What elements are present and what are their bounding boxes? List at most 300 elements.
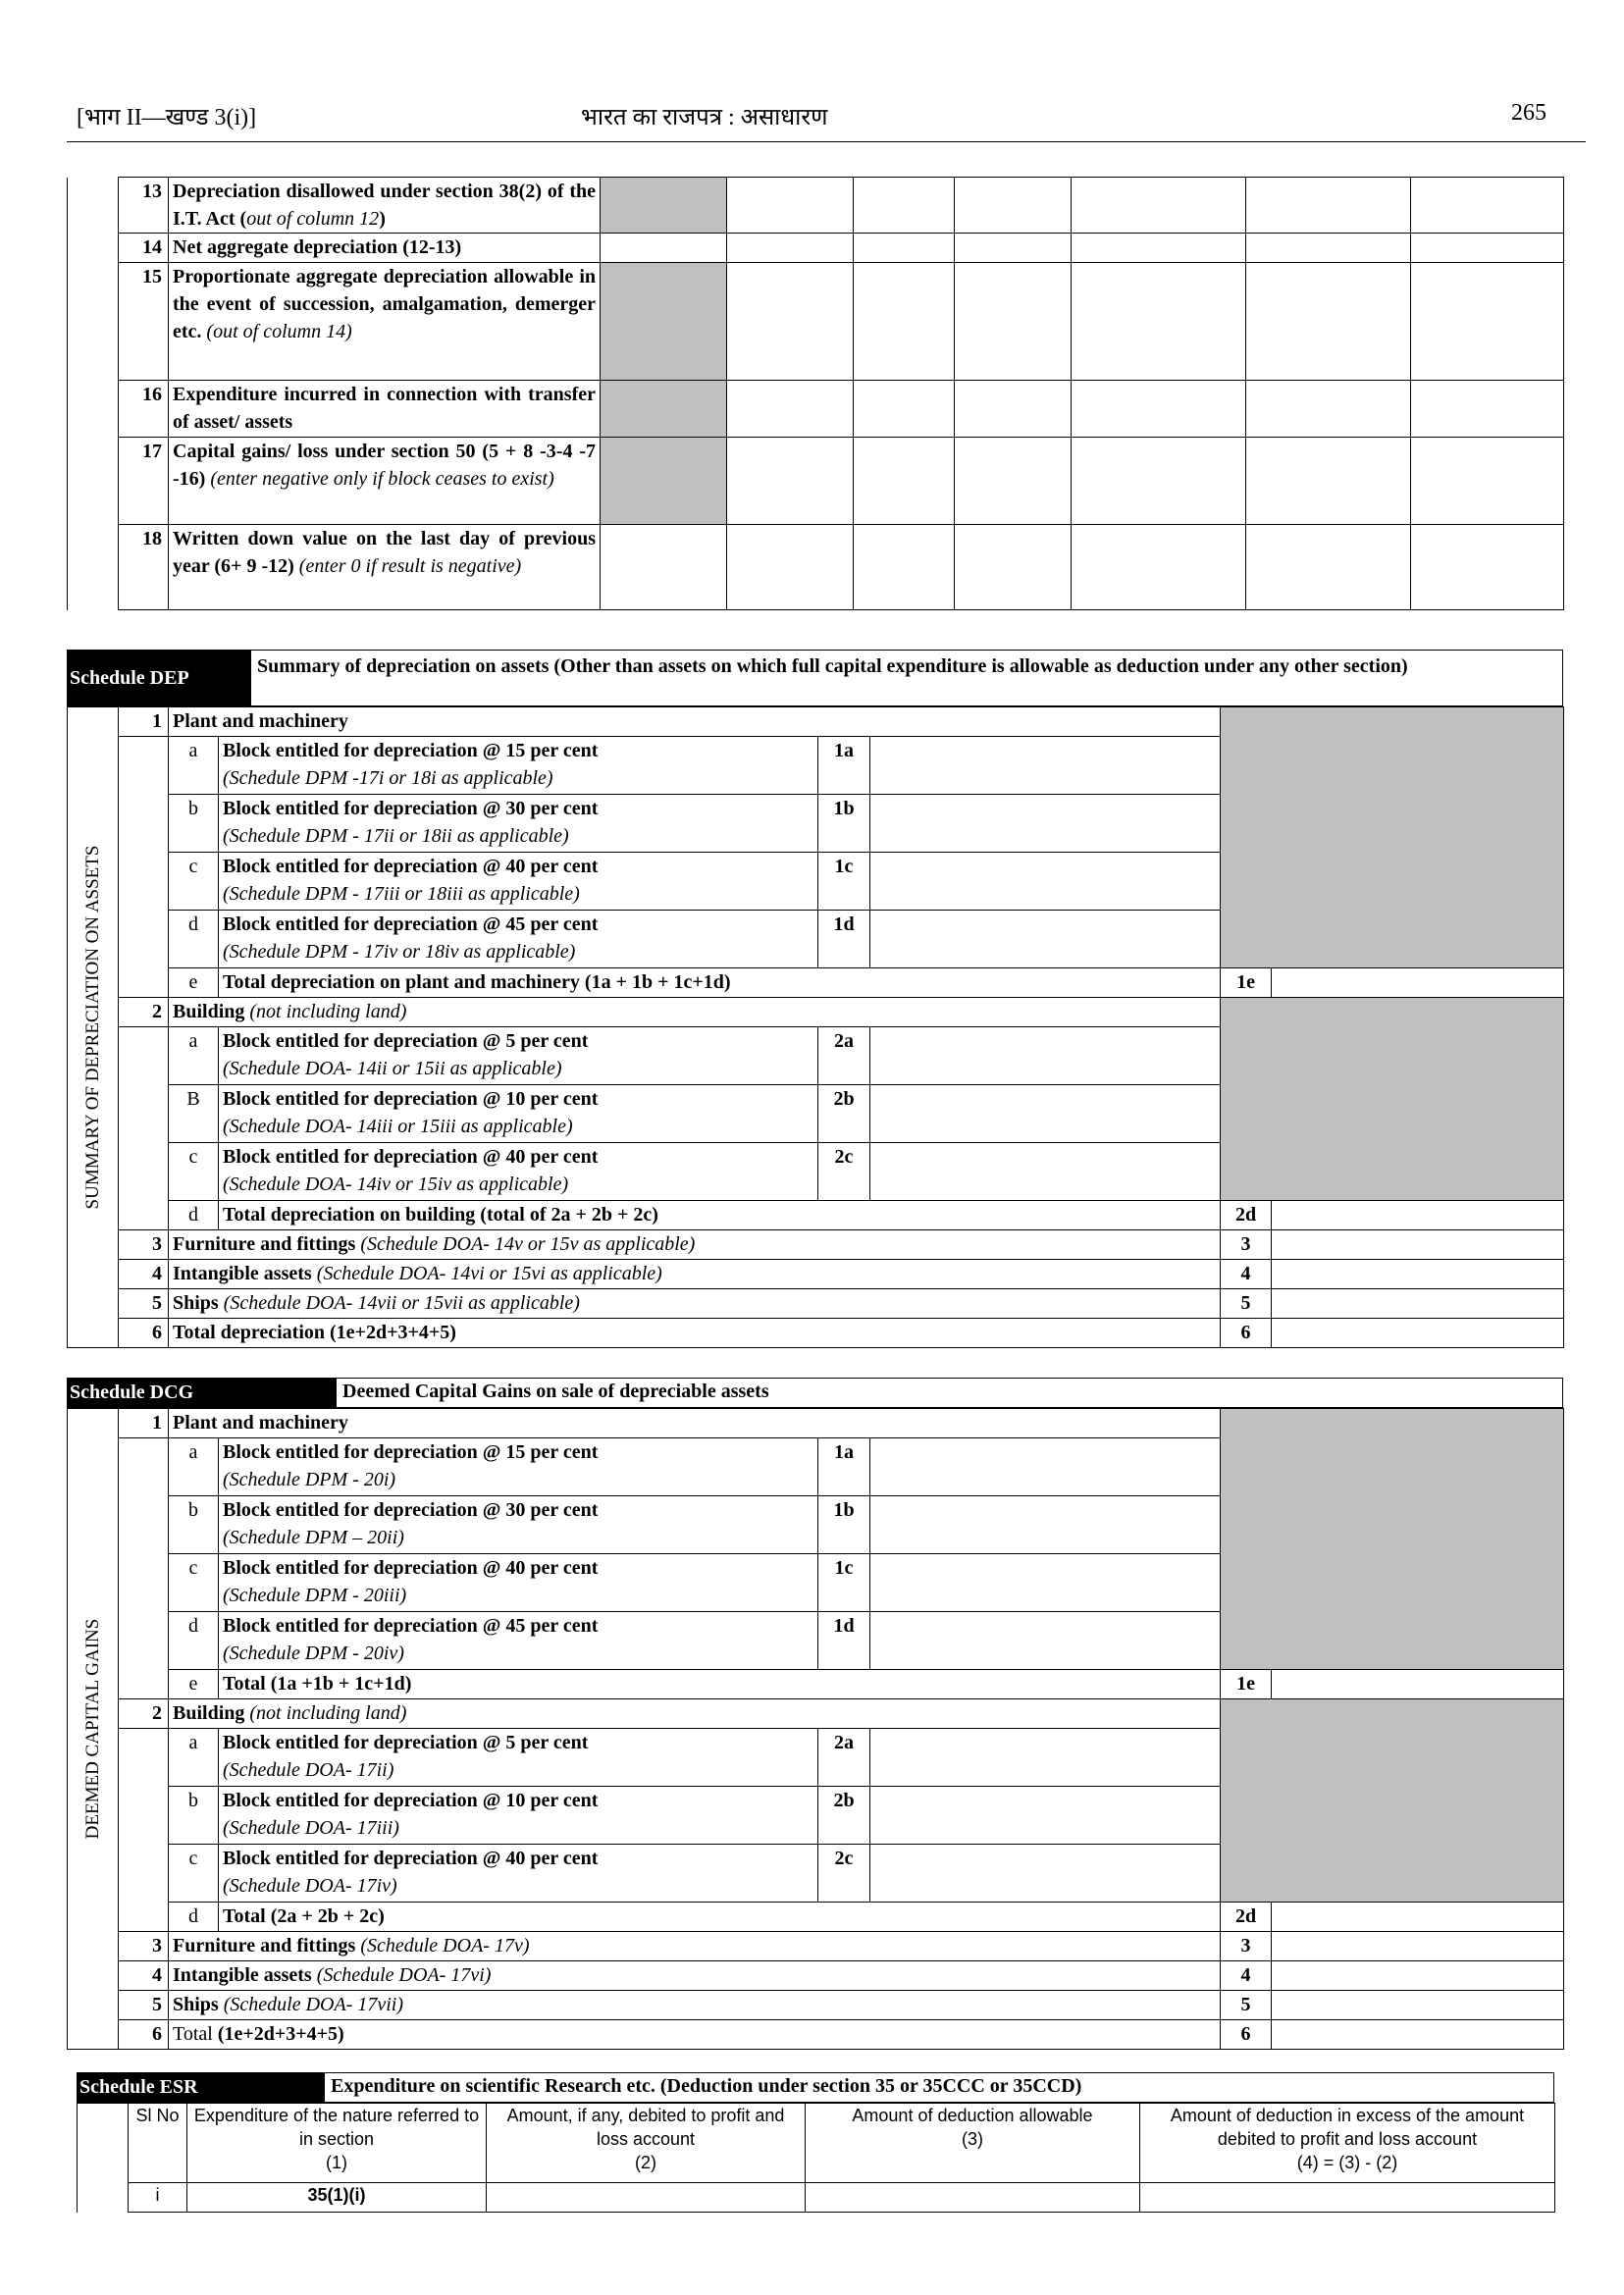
column-header-label: Amount of deduction in excess of the amount debited to profit and loss account (1170, 2106, 1525, 2149)
column-header-label: Amount, if any, debited to profit and loss account (506, 2106, 785, 2149)
dpm-row (68, 525, 1564, 610)
value-cell[interactable] (1246, 178, 1411, 234)
column-header-number: (4) = (3) - (2) (1296, 2153, 1398, 2172)
value-cell[interactable] (1411, 178, 1564, 234)
code-label: 2d (1221, 1903, 1272, 1932)
page-header-center: भारत का राजपत्र : असाधारण (581, 105, 828, 130)
row-description (219, 1027, 818, 1085)
value-cell[interactable] (1072, 525, 1246, 610)
schedule-dep-header (67, 650, 1563, 706)
amount-input[interactable] (806, 2183, 1140, 2213)
amount-input[interactable] (487, 2183, 806, 2213)
row-description (169, 2020, 1221, 2050)
shaded-cell (1221, 707, 1564, 968)
blank-cell (119, 1143, 169, 1201)
description-bold: Expenditure incurred in connection with transfer of asset/ assets (173, 384, 596, 433)
code-label: 1a (818, 737, 870, 795)
description-bold: Block entitled for depreciation @ 5 per cent (223, 1732, 589, 1753)
row-description (219, 1729, 818, 1787)
value-cell[interactable] (727, 178, 854, 234)
column-header-label: Sl No (135, 2106, 180, 2125)
description-italic: (Schedule DPM - 20iv) (223, 1643, 404, 1664)
code-label: 1b (818, 795, 870, 853)
blank-cell (119, 1554, 169, 1612)
value-cell[interactable] (1246, 381, 1411, 438)
description-italic: (Schedule DOA- 14v or 15v as applicable) (355, 1233, 696, 1255)
row-number: 17 (119, 438, 169, 525)
row-number: 4 (119, 1260, 169, 1289)
blank-cell (119, 1612, 169, 1670)
value-cell-shaded (601, 438, 727, 525)
row-description (219, 1201, 1221, 1230)
column-header (129, 2104, 187, 2183)
blank-cell (119, 853, 169, 911)
side-label (68, 707, 119, 1348)
value-cell[interactable] (727, 438, 854, 525)
row-letter: a (169, 1027, 219, 1085)
description-italic: (Schedule DOA- 14vi or 15vi as applicable) (311, 1263, 662, 1284)
description-bold: Block entitled for depreciation @ 30 per cent (223, 798, 599, 819)
value-cell[interactable] (1246, 234, 1411, 263)
page-header-left: [भाग II—खण्ड 3(i)] (77, 105, 257, 130)
row-description (219, 968, 1221, 998)
code-label: 3 (1221, 1932, 1272, 1961)
blank-cell (119, 795, 169, 853)
amount-input[interactable] (1272, 1201, 1564, 1230)
blank-cell (119, 968, 169, 998)
value-cell[interactable] (1246, 525, 1411, 610)
amount-input[interactable] (1272, 1932, 1564, 1961)
column-header (487, 2104, 806, 2183)
dpm-row (68, 178, 1564, 234)
schedule-esr-tag: Schedule ESR (78, 2073, 325, 2102)
row-number: 1 (119, 707, 169, 737)
dpm-row (68, 263, 1564, 381)
amount-input[interactable] (870, 1496, 1221, 1554)
amount-input[interactable] (870, 795, 1221, 853)
schedule-row-item (68, 1230, 1564, 1260)
value-cell[interactable] (854, 525, 955, 610)
row-letter: d (169, 1201, 219, 1230)
value-cell[interactable] (1411, 234, 1564, 263)
column-header-number: (3) (962, 2129, 983, 2149)
row-description (169, 1961, 1221, 1991)
blank-cell (68, 263, 119, 381)
code-label: 1a (818, 1438, 870, 1496)
shaded-cell (1221, 1699, 1564, 1903)
description-bold: Block entitled for depreciation @ 10 per cent (223, 1088, 599, 1110)
row-letter: c (169, 1845, 219, 1903)
row-description (219, 1554, 818, 1612)
code-label: 2c (818, 1143, 870, 1201)
amount-input[interactable] (870, 911, 1221, 968)
column-header (806, 2104, 1140, 2183)
row-description (169, 525, 601, 610)
code-label: 1d (818, 1612, 870, 1670)
schedule-dcg-header (67, 1378, 1563, 1408)
description-italic: (enter 0 if result is negative) (298, 555, 522, 577)
code-label: 2b (818, 1787, 870, 1845)
row-description (169, 1991, 1221, 2020)
row-description (219, 737, 818, 795)
schedule-row-total (68, 1670, 1564, 1699)
description-bold: Block entitled for depreciation @ 5 per cent (223, 1030, 589, 1052)
description-bold: Depreciation disallowed under section 38(2) of the I.T. Act ( (173, 181, 596, 230)
row-letter: d (169, 1612, 219, 1670)
schedule-dep-tag: Schedule DEP (68, 651, 251, 705)
amount-input[interactable] (870, 1085, 1221, 1143)
schedule-row-item (68, 1932, 1564, 1961)
description-bold: Ships (173, 1994, 219, 2015)
column-header (187, 2104, 487, 2183)
amount-input[interactable] (870, 1143, 1221, 1201)
amount-input[interactable] (1272, 1230, 1564, 1260)
code-label: 1e (1221, 1670, 1272, 1699)
code-label: 1c (818, 1554, 870, 1612)
blank-cell (119, 1027, 169, 1085)
blank-cell (119, 737, 169, 795)
code-label: 5 (1221, 1289, 1272, 1319)
amount-input[interactable] (870, 1787, 1221, 1845)
esr-column-header-row (78, 2104, 1555, 2183)
value-cell[interactable] (955, 263, 1072, 381)
schedule-row-total (68, 1201, 1564, 1230)
amount-input[interactable] (870, 1845, 1221, 1903)
row-description (219, 911, 818, 968)
description-italic: (Schedule DPM - 20iii) (223, 1585, 407, 1606)
value-cell[interactable] (854, 178, 955, 234)
code-label: 3 (1221, 1230, 1272, 1260)
row-number: 5 (119, 1289, 169, 1319)
description-italic: (not including land) (244, 1001, 407, 1022)
value-cell[interactable] (854, 234, 955, 263)
value-cell[interactable] (1246, 438, 1411, 525)
row-description (169, 1289, 1221, 1319)
schedule-esr-header (77, 2072, 1554, 2103)
row-description (169, 1699, 1221, 1729)
code-label: 1d (818, 911, 870, 968)
value-cell[interactable] (955, 381, 1072, 438)
schedule-dep-table (67, 706, 1564, 1348)
description-italic: (Schedule DPM - 17iv or 18iv as applicable) (223, 941, 576, 963)
value-cell[interactable] (727, 263, 854, 381)
row-number: 2 (119, 1699, 169, 1729)
blank-cell (119, 1845, 169, 1903)
row-letter: b (169, 795, 219, 853)
dpm-row (68, 438, 1564, 525)
row-number: 14 (119, 234, 169, 263)
description-italic: (Schedule DOA- 17vii) (218, 1994, 403, 2015)
description-bold: Building (173, 1001, 245, 1022)
row-description (169, 998, 1221, 1027)
row-description (219, 1612, 818, 1670)
esr-row (78, 2183, 1555, 2213)
description-bold: Total depreciation (1e+2d+3+4+5) (173, 1322, 456, 1343)
description-bold: Total (1a +1b + 1c+1d) (223, 1673, 412, 1695)
row-letter: e (169, 968, 219, 998)
description-bold: Ships (173, 1292, 219, 1314)
dpm-row (68, 234, 1564, 263)
side-label-text: SUMMARY OF DEPRECIATION ON ASSETS (81, 845, 103, 1210)
amount-input[interactable] (1272, 1961, 1564, 1991)
code-label: 2b (818, 1085, 870, 1143)
side-label-text: DEEMED CAPITAL GAINS (81, 1618, 103, 1840)
schedule-row-group (68, 1699, 1564, 1729)
description-italic: out of column 12 (246, 208, 380, 230)
blank-cell (119, 1496, 169, 1554)
value-cell[interactable] (1072, 234, 1246, 263)
schedule-row-item (68, 1289, 1564, 1319)
schedule-dpm-continuation-table (67, 177, 1564, 610)
value-cell[interactable] (955, 178, 1072, 234)
blank-cell (68, 381, 119, 438)
amount-input[interactable] (1272, 1289, 1564, 1319)
value-cell-shaded (601, 178, 727, 234)
value-cell[interactable] (727, 234, 854, 263)
amount-input[interactable] (1272, 1903, 1564, 1932)
description-bold: Block entitled for depreciation @ 40 per cent (223, 856, 599, 877)
row-description (219, 795, 818, 853)
code-label: 1e (1221, 968, 1272, 998)
value-cell[interactable] (1411, 381, 1564, 438)
value-cell[interactable] (1411, 438, 1564, 525)
value-cell[interactable] (1072, 381, 1246, 438)
blank-cell (78, 2104, 129, 2213)
row-description (219, 1496, 818, 1554)
row-letter: d (169, 911, 219, 968)
description-bold: Block entitled for depreciation @ 15 per cent (223, 1441, 599, 1463)
schedule-row-group (68, 998, 1564, 1027)
row-letter: c (169, 1554, 219, 1612)
description-italic: (Schedule DPM - 20i) (223, 1469, 396, 1490)
description-bold: Block entitled for depreciation @ 40 per cent (223, 1557, 599, 1579)
schedule-dep-title: Summary of depreciation on assets (Other than assets on which full capital expenditure is allowable as deduction under any other section) (257, 655, 1408, 677)
row-description (169, 1260, 1221, 1289)
row-letter: c (169, 853, 219, 911)
description-bold: Block entitled for depreciation @ 40 per cent (223, 1146, 599, 1168)
amount-input[interactable] (1272, 1670, 1564, 1699)
value-cell[interactable] (727, 525, 854, 610)
blank-cell (68, 438, 119, 525)
code-label: 1b (818, 1496, 870, 1554)
header-rule (67, 141, 1586, 142)
row-letter: B (169, 1085, 219, 1143)
row-description (169, 1230, 1221, 1260)
schedule-row-item (68, 1319, 1564, 1348)
description-bold: Furniture and fittings (173, 1935, 356, 1956)
amount-input[interactable] (870, 1027, 1221, 1085)
value-cell[interactable] (1246, 263, 1411, 381)
amount-input[interactable] (1140, 2183, 1555, 2213)
value-cell[interactable] (1411, 525, 1564, 610)
row-letter: b (169, 1496, 219, 1554)
row-number: 6 (119, 1319, 169, 1348)
row-description (219, 853, 818, 911)
value-cell-shaded[interactable] (601, 525, 727, 610)
description-italic: (Schedule DOA- 17iv) (223, 1875, 397, 1897)
schedule-dcg-table (67, 1408, 1564, 2050)
value-cell[interactable] (1072, 263, 1246, 381)
row-description (219, 1845, 818, 1903)
description-bold: Block entitled for depreciation @ 40 per cent (223, 1848, 599, 1869)
value-cell[interactable] (854, 263, 955, 381)
column-header-label: Expenditure of the nature referred to in section (193, 2106, 480, 2149)
amount-input[interactable] (870, 1554, 1221, 1612)
column-header-label: Amount of deduction allowable (852, 2106, 1093, 2125)
schedule-esr-title: Expenditure on scientific Research etc. (Deduction under section 35 or 35CCC or 35CCD) (331, 2075, 1082, 2097)
row-number: 6 (119, 2020, 169, 2050)
code-label: 2c (818, 1845, 870, 1903)
description-text: Total (173, 2023, 218, 2045)
amount-input[interactable] (870, 737, 1221, 795)
blank-cell (68, 525, 119, 610)
code-label: 2a (818, 1027, 870, 1085)
row-number: 5 (119, 1991, 169, 2020)
description-bold: Block entitled for depreciation @ 10 per cent (223, 1790, 599, 1811)
amount-input[interactable] (870, 1438, 1221, 1496)
row-description (169, 1319, 1221, 1348)
description-bold: Written down value on the last day of previous year (6+ 9 -12) (173, 528, 596, 577)
schedule-dcg-title: Deemed Capital Gains on sale of depreciable assets (342, 1381, 769, 1402)
amount-input[interactable] (1272, 968, 1564, 998)
value-cell-shaded[interactable] (601, 234, 727, 263)
description-bold: Block entitled for depreciation @ 45 per cent (223, 1615, 599, 1637)
value-cell-shaded (601, 263, 727, 381)
value-cell[interactable] (1072, 178, 1246, 234)
row-description (219, 1787, 818, 1845)
row-number: 16 (119, 381, 169, 438)
description-italic: (Schedule DOA- 14vii or 15vii as applicable) (218, 1292, 580, 1314)
description-bold: Total depreciation on building (total of 2a + 2b + 2c) (223, 1204, 658, 1226)
blank-cell (119, 1903, 169, 1932)
row-number: 1 (119, 1409, 169, 1438)
row-description (169, 1932, 1221, 1961)
row-number: 2 (119, 998, 169, 1027)
description-bold: Intangible assets (173, 1263, 312, 1284)
amount-input[interactable] (870, 853, 1221, 911)
blank-cell (68, 178, 119, 234)
description-bold: Furniture and fittings (173, 1233, 356, 1255)
description-italic: (Schedule DOA- 17ii) (223, 1759, 394, 1781)
code-label: 1c (818, 853, 870, 911)
code-label: 2a (818, 1729, 870, 1787)
amount-input[interactable] (1272, 2020, 1564, 2050)
row-description (219, 1085, 818, 1143)
description-italic: (Schedule DOA- 17vi) (311, 1964, 492, 1986)
description-italic: (Schedule DPM – 20ii) (223, 1527, 404, 1548)
amount-input[interactable] (870, 1729, 1221, 1787)
row-description (169, 1409, 1221, 1438)
description-bold: Total depreciation on plant and machinery (1a + 1b + 1c+1d) (223, 971, 731, 993)
description-bold: Plant and machinery (173, 1412, 348, 1434)
code-label: 5 (1221, 1991, 1272, 2020)
value-cell[interactable] (854, 381, 955, 438)
row-letter: a (169, 1729, 219, 1787)
schedule-row-item (68, 1260, 1564, 1289)
blank-cell (68, 234, 119, 263)
description-bold: Block entitled for depreciation @ 45 per cent (223, 913, 599, 935)
blank-cell (119, 911, 169, 968)
description-italic: (Schedule DOA- 14iv or 15iv as applicable) (223, 1174, 569, 1195)
schedule-row-item (68, 1961, 1564, 1991)
schedule-row-item (68, 1991, 1564, 2020)
blank-cell (119, 1438, 169, 1496)
value-cell[interactable] (1411, 263, 1564, 381)
row-letter: a (169, 737, 219, 795)
description-italic: (Schedule DOA- 14iii or 15iii as applicable) (223, 1116, 573, 1137)
row-description (219, 1903, 1221, 1932)
description-bold: Net aggregate depreciation (12-13) (173, 236, 462, 258)
description-bold: Total (2a + 2b + 2c) (223, 1905, 385, 1927)
dpm-row (68, 381, 1564, 438)
sl-no: i (129, 2183, 187, 2213)
amount-input[interactable] (870, 1612, 1221, 1670)
schedule-row-group (68, 1409, 1564, 1438)
description-bold: Block entitled for depreciation @ 30 per cent (223, 1499, 599, 1521)
value-cell[interactable] (955, 234, 1072, 263)
blank-cell (119, 1670, 169, 1699)
blank-cell (119, 1201, 169, 1230)
row-description (169, 234, 601, 263)
column-header (1140, 2104, 1555, 2183)
row-description (169, 263, 601, 381)
row-number: 3 (119, 1932, 169, 1961)
column-header-number: (2) (635, 2153, 656, 2172)
description-italic: (Schedule DPM - 17iii or 18iii as applicable) (223, 883, 580, 905)
description-bold: Capital gains/ loss under section 50 (5 + 8 -3-4 -7 -16) (173, 441, 596, 490)
row-number: 13 (119, 178, 169, 234)
row-description (169, 707, 1221, 737)
blank-cell (119, 1085, 169, 1143)
description-bold: Plant and machinery (173, 710, 348, 732)
row-description (219, 1670, 1221, 1699)
row-description (169, 381, 601, 438)
code-label: 4 (1221, 1961, 1272, 1991)
amount-input[interactable] (1272, 1319, 1564, 1348)
row-number: 4 (119, 1961, 169, 1991)
description-italic: (Schedule DPM - 17ii or 18ii as applicable) (223, 825, 569, 847)
amount-input[interactable] (1272, 1260, 1564, 1289)
row-letter: a (169, 1438, 219, 1496)
description-bold: Building (173, 1702, 245, 1724)
shaded-cell (1221, 998, 1564, 1201)
schedule-dcg-tag: Schedule DCG (68, 1379, 337, 1407)
value-cell[interactable] (854, 438, 955, 525)
description-italic: (Schedule DOA- 17v) (355, 1935, 530, 1956)
blank-cell (119, 1729, 169, 1787)
code-label: 2d (1221, 1201, 1272, 1230)
row-description (219, 1438, 818, 1496)
row-description (169, 178, 601, 234)
row-number: 3 (119, 1230, 169, 1260)
row-letter: b (169, 1787, 219, 1845)
description-bold: ) (379, 208, 386, 230)
section-ref: 35(1)(i) (187, 2183, 487, 2213)
description-italic: (Schedule DPM -17i or 18i as applicable) (223, 767, 553, 789)
row-number: 18 (119, 525, 169, 610)
shaded-cell (1221, 1409, 1564, 1670)
description-bold: Intangible assets (173, 1964, 312, 1986)
description-italic: (not including land) (244, 1702, 407, 1724)
amount-input[interactable] (1272, 1991, 1564, 2020)
value-cell[interactable] (1072, 438, 1246, 525)
value-cell[interactable] (727, 381, 854, 438)
description-italic: (enter negative only if block ceases to exist) (210, 468, 554, 490)
description-italic: (out of column 14) (206, 321, 352, 342)
value-cell[interactable] (955, 525, 1072, 610)
value-cell[interactable] (955, 438, 1072, 525)
column-header-number: (1) (326, 2153, 347, 2172)
